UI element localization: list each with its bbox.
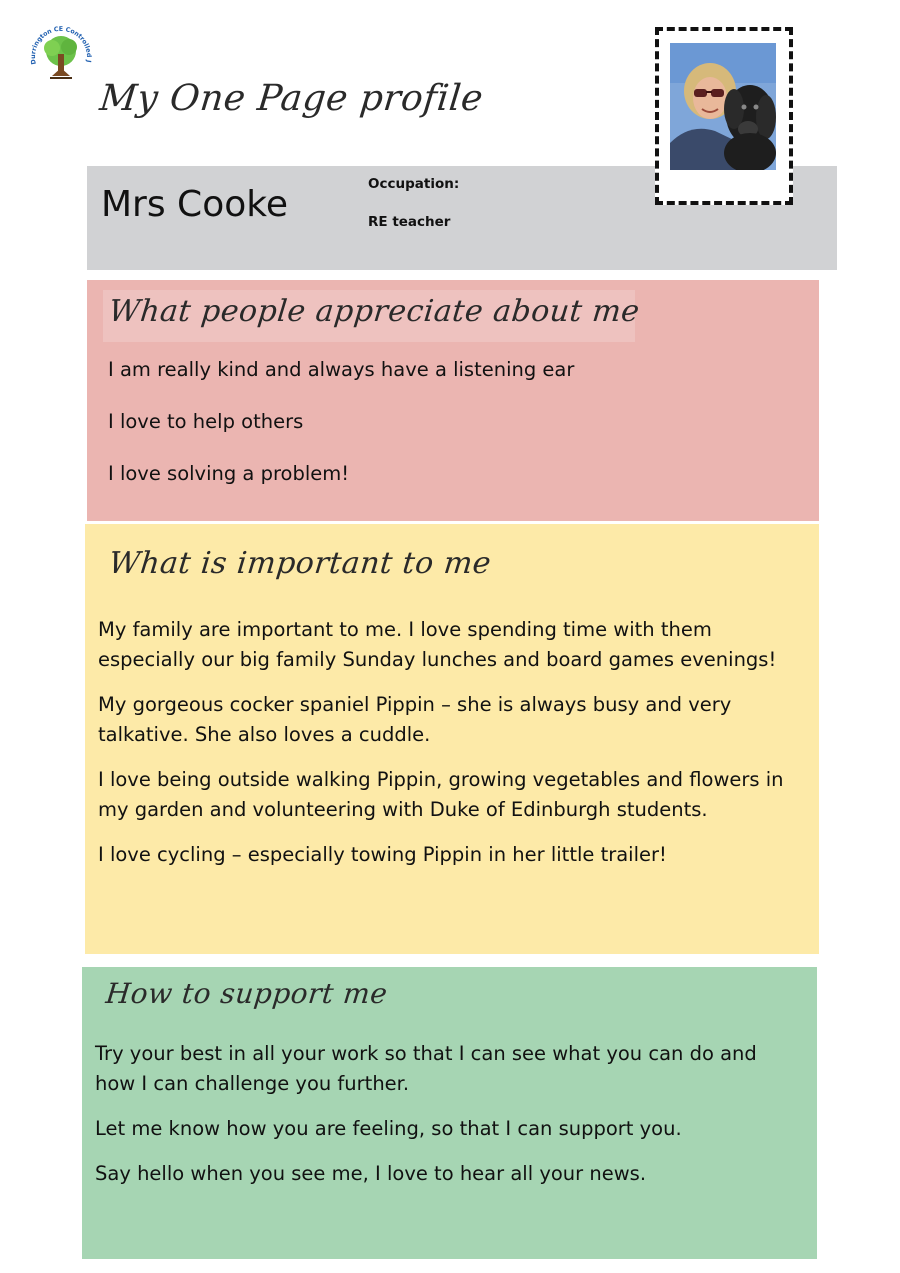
appreciate-item: I am really kind and always have a listening ear: [108, 358, 575, 381]
profile-photo: [670, 43, 776, 170]
occupation-value: RE teacher: [368, 214, 451, 230]
important-paragraph: I love being outside walking Pippin, growing vegetables and flowers in my garden and volunteering with Duke of Edinburgh students.: [98, 768, 784, 821]
support-section: [82, 967, 817, 1259]
important-paragraph: My family are important to me. I love spending time with them especially our big family Sunday lunches and board games evenings!: [98, 618, 777, 671]
support-paragraphs: [95, 1039, 801, 1204]
important-title: What is important to me: [107, 546, 493, 581]
important-paragraph: My gorgeous cocker spaniel Pippin – she is always busy and very talkative. She also loves a cuddle.: [98, 693, 732, 746]
appreciate-item: I love to help others: [108, 410, 304, 433]
support-paragraph: Let me know how you are feeling, so that I can support you.: [95, 1117, 682, 1140]
profile-name: Mrs Cooke: [101, 184, 288, 225]
important-paragraph: I love cycling – especially towing Pippin in her little trailer!: [98, 843, 667, 866]
appreciate-list: [108, 355, 574, 489]
page-title: My One Page profile: [97, 78, 486, 119]
tree-logo-icon: [28, 24, 94, 84]
support-paragraph: Try your best in all your work so that I can see what you can do and how I can challenge you further.: [95, 1042, 757, 1095]
occupation-label: Occupation:: [368, 176, 460, 192]
svg-text:Durrington CE Controlled Junio: Durrington CE Controlled J: [29, 25, 93, 65]
important-paragraphs: [98, 615, 804, 885]
appreciate-item: I love solving a problem!: [108, 462, 350, 485]
school-logo: [28, 24, 94, 84]
important-section: [85, 524, 819, 954]
support-paragraph: Say hello when you see me, I love to hear all your news.: [95, 1162, 647, 1185]
support-title: How to support me: [104, 977, 390, 1010]
appreciate-section: [87, 280, 819, 521]
appreciate-title: What people appreciate about me: [107, 294, 642, 329]
